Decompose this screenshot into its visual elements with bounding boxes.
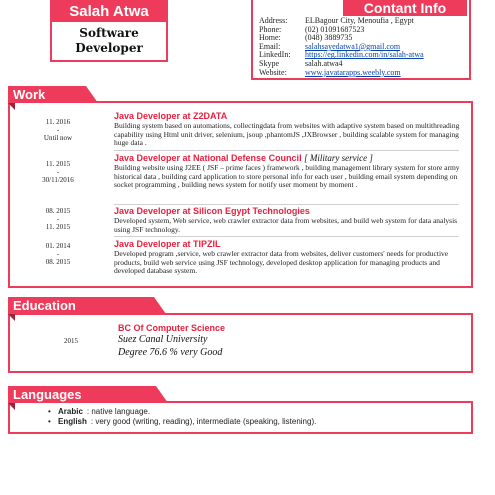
- education-grade: Degree 76.6 % very Good: [118, 347, 223, 358]
- job-dates: 11. 2016 - Until now: [43, 118, 73, 142]
- languages-list: [48, 407, 316, 427]
- bullet-icon: •: [48, 407, 51, 416]
- contact-row-linkedin: LinkedIn: https://eg.linkedin.com/in/salah-atwa: [259, 50, 424, 60]
- job-title-line2: Developer: [75, 41, 143, 55]
- job-description: Building system based on automations, collectingdata from websites with adaptive system based on multithreading capability using Html unit driver, selenium, jsoup ,phantomJS ,JXBrowser , building scalable system for managing huge data .: [114, 121, 460, 148]
- job-position: Java Developer at Z2DATA: [114, 111, 228, 121]
- work-heading-fold: [8, 103, 15, 110]
- languages-heading: Languages: [8, 386, 156, 403]
- job-body: [114, 206, 463, 234]
- contact-heading: Contant Info: [343, 0, 467, 16]
- email-link[interactable]: salahsayedatwa1@gmail.com: [305, 41, 401, 51]
- contact-row-email: Email: salahsayedatwa1@gmail.com: [259, 41, 401, 51]
- contact-row-address: Address: ELBagour City, Menoufia , Egypt: [259, 16, 414, 25]
- linkedin-link[interactable]: https://eg.linkedin.com/in/salah-atwa: [305, 50, 424, 60]
- job-body: [114, 239, 463, 276]
- languages-heading-fold: [8, 403, 15, 410]
- contact-row-phone: Phone: (02) 01091687523: [259, 24, 365, 34]
- job-description: Building website using J2EE ( JSF – prime faces ) framework , building management library system for store army historical data , building card application to store personal info for each user , building email system depending on socket programming , building news system for notify user moment by moment .: [114, 163, 460, 190]
- job-position: Java Developer at TIPZIL: [114, 239, 221, 249]
- job-description: Developed system, Web service, web crawler extractor data from websites, and build web system for data analysis using JSF technology.: [114, 216, 458, 234]
- job-body: [114, 111, 463, 148]
- job-position: Java Developer at National Defense Council [ Military service ]: [114, 153, 373, 163]
- job-divider: [114, 204, 459, 205]
- job-dates: 08. 2015 - 11. 2015: [45, 207, 71, 231]
- job-title: [52, 26, 166, 56]
- website-link[interactable]: www.javatarapps.weebly.com: [305, 67, 401, 77]
- contact-row-website: Website: www.javatarapps.weebly.com: [259, 67, 401, 77]
- education-heading: Education: [8, 297, 154, 314]
- work-heading: Work: [8, 86, 86, 103]
- job-title-line1: Software: [79, 26, 139, 40]
- education-section: [8, 313, 473, 373]
- job-body: [114, 153, 463, 190]
- education-details: [118, 323, 225, 359]
- work-section: [8, 101, 473, 288]
- candidate-name: Salah Atwa: [52, 0, 166, 22]
- language-item: • English : very good (writing, reading), intermediate (speaking, listening).: [48, 417, 317, 426]
- job-description: Developed program ,service, web crawler extractor data from websites, deliver customers' needs for productive products, build web service using JSF technology, developed desktop application for managing products and developed database system.: [114, 249, 449, 276]
- education-university: Suez Canal University: [118, 334, 208, 345]
- contact-rows: [259, 17, 465, 77]
- bullet-icon: •: [48, 417, 51, 426]
- job-divider: [114, 150, 459, 151]
- contact-info-box: [251, 0, 471, 80]
- language-item: • Arabic : native language.: [48, 407, 151, 416]
- contact-row-skype: Skype salah.atwa4: [259, 58, 343, 68]
- contact-row-home: Home: (048) 3889735: [259, 33, 353, 43]
- name-card: [50, 0, 168, 62]
- education-year: 2015: [64, 337, 78, 345]
- languages-section: [8, 401, 473, 434]
- job-divider: [114, 236, 459, 237]
- job-position: Java Developer at Silicon Egypt Technologies: [114, 206, 310, 216]
- education-degree: BC Of Computer Science: [118, 323, 226, 333]
- job-dates: 11. 2015 - 30/11/2016: [42, 160, 74, 184]
- education-heading-fold: [8, 314, 15, 321]
- job-dates: 01. 2014 - 08. 2015: [45, 242, 71, 266]
